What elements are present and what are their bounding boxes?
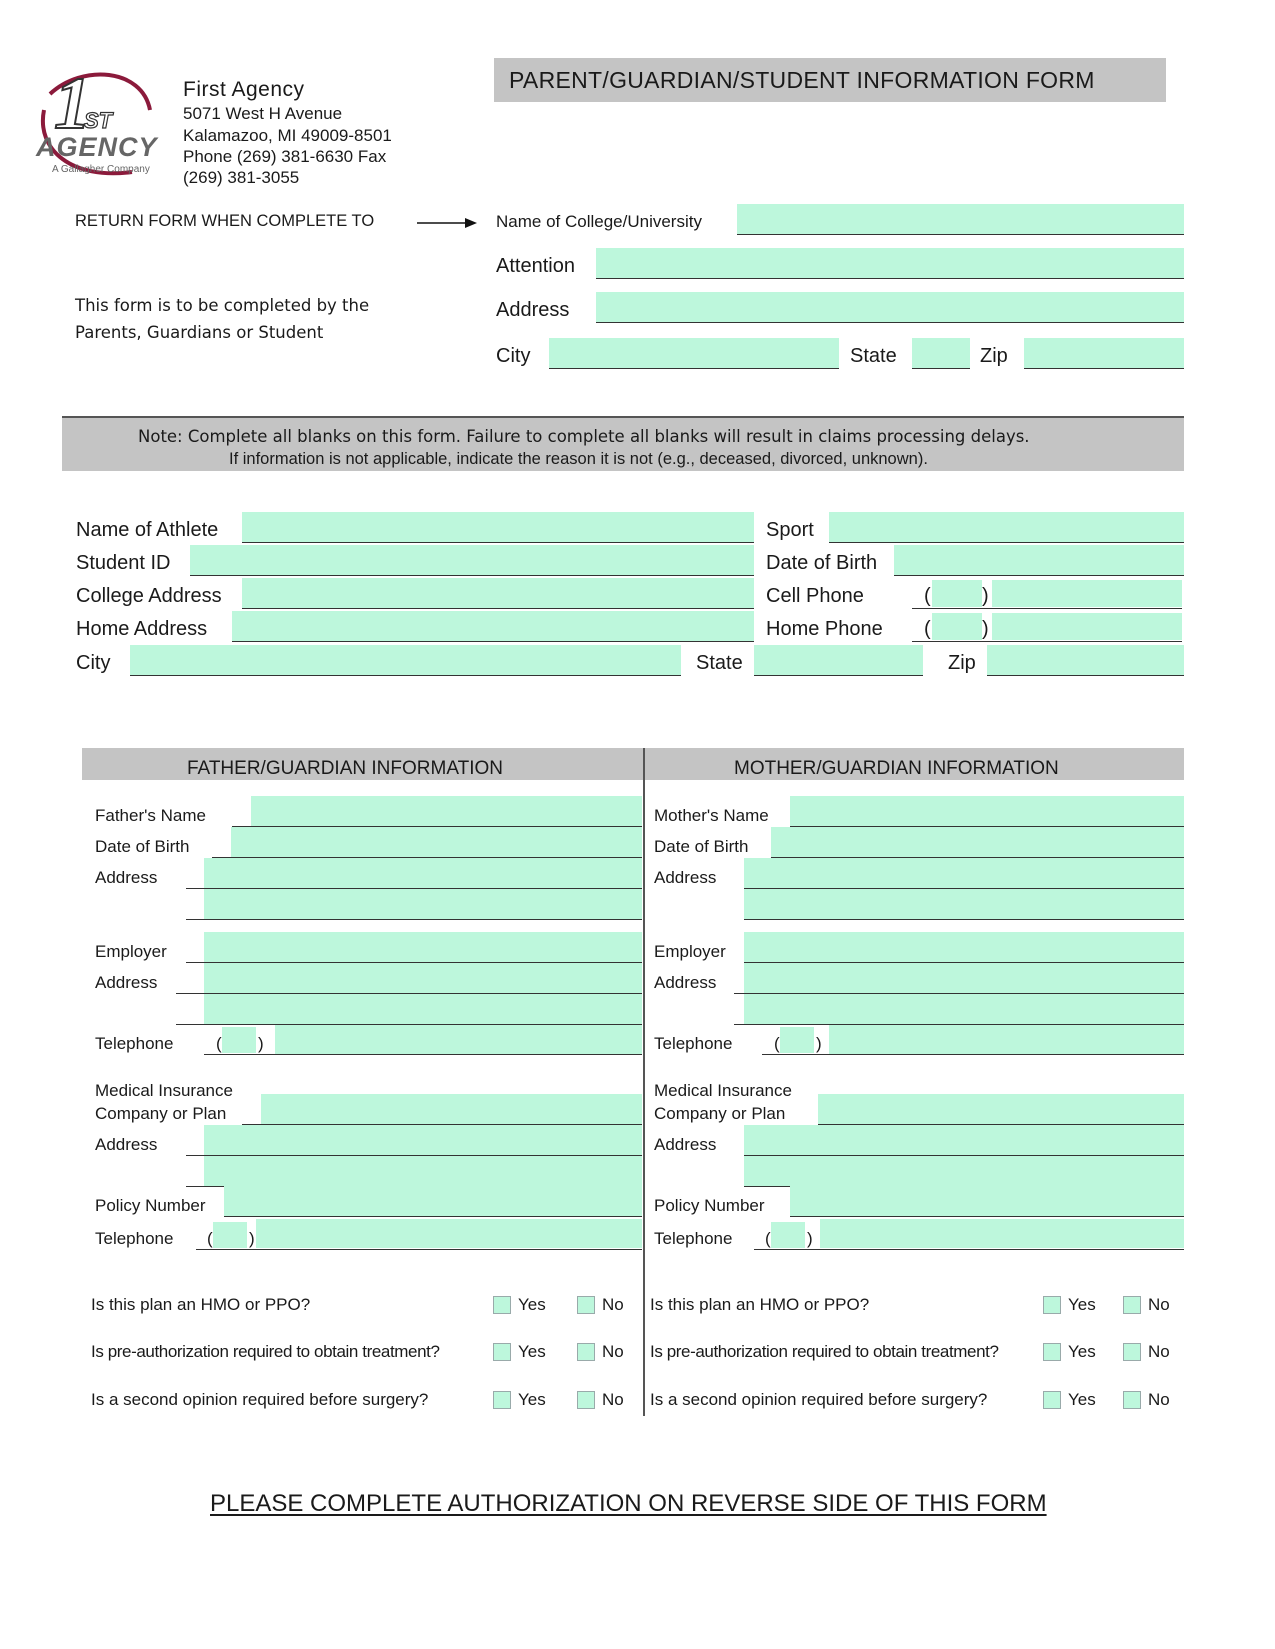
father-tel-area-field[interactable] xyxy=(222,1027,256,1053)
mother-policy-field[interactable] xyxy=(790,1186,1184,1217)
father-employer-label: Employer xyxy=(95,942,167,961)
father-q3-text: Is a second opinion required before surgery? xyxy=(91,1390,429,1409)
father-q3-no-checkbox[interactable] xyxy=(577,1391,595,1409)
home-address-field[interactable] xyxy=(232,611,754,642)
father-q2-no-checkbox[interactable] xyxy=(577,1343,595,1361)
father-tel-paren-open: ( xyxy=(216,1034,222,1053)
athlete-city-label: City xyxy=(76,652,111,674)
father-med-address-lead-2 xyxy=(186,1186,204,1187)
mother-q2-no-checkbox[interactable] xyxy=(1123,1343,1141,1361)
mother-q2-no-label: No xyxy=(1148,1342,1170,1361)
mother-employer-label: Employer xyxy=(654,942,726,961)
return-address-field[interactable] xyxy=(596,292,1184,323)
mother-q3-no-label: No xyxy=(1148,1390,1170,1409)
father-address-lead-2 xyxy=(186,919,204,920)
father-q2-yes-label: Yes xyxy=(518,1342,546,1361)
father-address-lead xyxy=(186,888,204,889)
completed-by-line1: This form is to be completed by the xyxy=(75,296,370,315)
mother-tel-area-field[interactable] xyxy=(780,1027,814,1053)
return-zip-field[interactable] xyxy=(1024,338,1184,369)
father-emp-address-field-1[interactable] xyxy=(204,963,642,994)
mother-telephone2-label: Telephone xyxy=(654,1229,733,1248)
father-tel2-paren-open: ( xyxy=(207,1229,213,1248)
mother-q1-yes-checkbox[interactable] xyxy=(1043,1296,1061,1314)
father-tel2-paren-close: ) xyxy=(249,1229,255,1248)
father-tel-number-field[interactable] xyxy=(275,1025,642,1054)
father-address-label: Address xyxy=(95,868,158,887)
mother-emp-address-label: Address xyxy=(654,973,717,992)
return-label: RETURN FORM WHEN COMPLETE TO xyxy=(75,212,375,230)
college-address-field[interactable] xyxy=(242,578,754,609)
mother-tel2-number-field[interactable] xyxy=(820,1219,1184,1248)
mother-policy-label: Policy Number xyxy=(654,1196,765,1215)
father-med-label-1: Medical Insurance xyxy=(95,1081,233,1100)
note-line2: If information is not applicable, indicate the reason it is not (e.g., deceased, divorced, unknown). xyxy=(229,450,928,468)
father-telephone-underline xyxy=(204,1054,642,1055)
father-policy-label: Policy Number xyxy=(95,1196,206,1215)
father-dob-field[interactable] xyxy=(231,827,642,858)
father-q1-yes-label: Yes xyxy=(518,1295,546,1314)
father-tel-paren-close: ) xyxy=(258,1034,264,1053)
mother-med-label-1: Medical Insurance xyxy=(654,1081,792,1100)
athlete-dob-field[interactable] xyxy=(894,545,1184,576)
agency-fax: (269) 381-3055 xyxy=(183,168,300,187)
mother-tel2-paren-close: ) xyxy=(807,1229,813,1248)
home-number-field[interactable] xyxy=(992,613,1182,640)
student-id-field[interactable] xyxy=(190,545,754,576)
college-field[interactable] xyxy=(737,204,1184,235)
father-med-address-lead xyxy=(186,1155,204,1156)
athlete-city-field[interactable] xyxy=(130,645,681,676)
mother-employer-field[interactable] xyxy=(744,932,1184,963)
mother-q1-yes-label: Yes xyxy=(1068,1295,1096,1314)
mother-telephone-label: Telephone xyxy=(654,1034,733,1053)
mother-q3-no-checkbox[interactable] xyxy=(1123,1391,1141,1409)
athlete-dob-label: Date of Birth xyxy=(766,552,878,574)
father-emp-address-lead xyxy=(176,993,204,994)
agency-logo xyxy=(32,63,172,182)
mother-q2-yes-label: Yes xyxy=(1068,1342,1096,1361)
home-paren-open: ( xyxy=(924,618,931,640)
mother-emp-address-lead-2 xyxy=(734,1024,744,1025)
athlete-state-label: State xyxy=(696,652,743,674)
sport-label: Sport xyxy=(766,519,814,541)
return-city-label: City xyxy=(496,345,531,367)
home-address-label: Home Address xyxy=(76,618,208,640)
cell-number-field[interactable] xyxy=(992,580,1182,607)
mother-q2-text: Is pre-authorization required to obtain treatment? xyxy=(650,1342,999,1361)
mother-telephone-underline xyxy=(762,1054,1184,1055)
cell-phone-label: Cell Phone xyxy=(766,585,864,607)
father-header: FATHER/GUARDIAN INFORMATION xyxy=(187,758,503,779)
father-telephone2-label: Telephone xyxy=(95,1229,174,1248)
logo-digit: 1 xyxy=(54,63,91,145)
sport-field[interactable] xyxy=(829,512,1184,543)
agency-city: Kalamazoo, MI 49009-8501 xyxy=(183,126,392,145)
cell-phone-underline xyxy=(912,608,1182,609)
cell-paren-open: ( xyxy=(924,585,931,607)
mother-telephone2-underline xyxy=(754,1249,1184,1250)
mother-q1-text: Is this plan an HMO or PPO? xyxy=(650,1295,870,1314)
mother-emp-address-field-1[interactable] xyxy=(744,963,1184,994)
mother-emp-address-field-2[interactable] xyxy=(744,994,1184,1025)
father-employer-field[interactable] xyxy=(204,932,642,963)
agency-street: 5071 West H Avenue xyxy=(183,104,343,123)
father-med-address-field-2[interactable] xyxy=(204,1156,642,1187)
mother-q3-yes-label: Yes xyxy=(1068,1390,1096,1409)
mother-emp-address-lead xyxy=(734,993,744,994)
father-tel2-number-field[interactable] xyxy=(256,1219,642,1248)
mother-name-label: Mother's Name xyxy=(654,806,769,825)
father-q1-yes-checkbox[interactable] xyxy=(493,1296,511,1314)
mother-tel-paren-close: ) xyxy=(816,1034,822,1053)
logo-agency: AGENCY xyxy=(36,132,158,162)
mother-med-label-2: Company or Plan xyxy=(654,1104,786,1123)
return-state-field[interactable] xyxy=(912,338,970,369)
father-q1-text: Is this plan an HMO or PPO? xyxy=(91,1295,311,1314)
mother-address-label: Address xyxy=(654,868,717,887)
mother-q3-text: Is a second opinion required before surgery? xyxy=(650,1390,988,1409)
athlete-zip-field[interactable] xyxy=(987,645,1184,676)
return-city-field[interactable] xyxy=(549,338,839,369)
mother-dob-label: Date of Birth xyxy=(654,837,749,856)
athlete-zip-label: Zip xyxy=(948,652,976,674)
mother-tel2-paren-open: ( xyxy=(765,1229,771,1248)
athlete-name-field[interactable] xyxy=(242,512,754,543)
logo-subtitle: A Gallagher Company xyxy=(52,164,150,175)
mother-tel-paren-open: ( xyxy=(774,1034,780,1053)
father-q2-yes-checkbox[interactable] xyxy=(493,1343,511,1361)
father-dob-label: Date of Birth xyxy=(95,837,190,856)
college-address-label: College Address xyxy=(76,585,222,607)
father-q3-no-label: No xyxy=(602,1390,624,1409)
father-tel2-area-field[interactable] xyxy=(213,1222,247,1248)
father-policy-field[interactable] xyxy=(224,1186,642,1217)
cell-area-code-field[interactable] xyxy=(932,580,982,607)
father-address-field-2[interactable] xyxy=(204,889,642,920)
mother-med-field[interactable] xyxy=(818,1094,1184,1125)
father-q2-no-label: No xyxy=(602,1342,624,1361)
attention-label: Attention xyxy=(496,255,575,277)
mother-dob-field[interactable] xyxy=(771,827,1184,858)
cell-paren-close: ) xyxy=(982,585,989,607)
father-q3-yes-checkbox[interactable] xyxy=(493,1391,511,1409)
father-q1-no-label: No xyxy=(602,1295,624,1314)
column-divider xyxy=(643,748,645,1416)
athlete-state-field[interactable] xyxy=(754,645,923,676)
father-emp-address-field-2[interactable] xyxy=(204,994,642,1025)
mother-q2-yes-checkbox[interactable] xyxy=(1043,1343,1061,1361)
agency-name: First Agency xyxy=(183,78,305,101)
father-q3-yes-label: Yes xyxy=(518,1390,546,1409)
father-med-address-field-1[interactable] xyxy=(204,1125,642,1156)
father-q1-no-checkbox[interactable] xyxy=(577,1296,595,1314)
mother-address-field-1[interactable] xyxy=(744,858,1184,889)
agency-phone: Phone (269) 381-6630 Fax xyxy=(183,147,387,166)
home-area-code-field[interactable] xyxy=(932,613,982,640)
mother-tel2-area-field[interactable] xyxy=(771,1222,805,1248)
mother-med-address-label: Address xyxy=(654,1135,717,1154)
father-q2-text: Is pre-authorization required to obtain treatment? xyxy=(91,1342,440,1361)
note-line1: Note: Complete all blanks on this form. Failure to complete all blanks will result in claims processing delays. xyxy=(138,427,1030,446)
student-id-label: Student ID xyxy=(76,552,171,574)
mother-q1-no-label: No xyxy=(1148,1295,1170,1314)
father-med-address-label: Address xyxy=(95,1135,158,1154)
mother-tel-number-field[interactable] xyxy=(829,1025,1184,1054)
father-employer-lead xyxy=(186,962,204,963)
mother-med-address-field-1[interactable] xyxy=(744,1125,1184,1156)
father-name-label: Father's Name xyxy=(95,806,206,825)
father-telephone2-underline xyxy=(196,1249,642,1250)
footer-instruction: PLEASE COMPLETE AUTHORIZATION ON REVERSE SIDE OF THIS FORM xyxy=(210,1490,1047,1517)
return-zip-label: Zip xyxy=(980,345,1008,367)
attention-field[interactable] xyxy=(596,248,1184,279)
father-name-field[interactable] xyxy=(251,796,642,827)
return-state-label: State xyxy=(850,345,897,367)
father-med-field[interactable] xyxy=(261,1094,642,1125)
return-address-label: Address xyxy=(496,299,570,321)
home-paren-close: ) xyxy=(982,618,989,640)
home-phone-underline xyxy=(912,641,1182,642)
father-telephone-label: Telephone xyxy=(95,1034,174,1053)
arrow-right-icon xyxy=(417,216,479,235)
college-label: Name of College/University xyxy=(496,212,702,231)
completed-by-line2: Parents, Guardians or Student xyxy=(75,323,324,342)
mother-q3-yes-checkbox[interactable] xyxy=(1043,1391,1061,1409)
mother-name-field[interactable] xyxy=(790,796,1184,827)
mother-q1-no-checkbox[interactable] xyxy=(1123,1296,1141,1314)
athlete-name-label: Name of Athlete xyxy=(76,519,219,541)
home-phone-label: Home Phone xyxy=(766,618,883,640)
father-emp-address-lead-2 xyxy=(176,1024,204,1025)
logo-st: ST xyxy=(84,108,113,133)
father-emp-address-label: Address xyxy=(95,973,158,992)
mother-header: MOTHER/GUARDIAN INFORMATION xyxy=(734,758,1059,779)
father-address-field-1[interactable] xyxy=(204,858,642,889)
mother-address-field-2[interactable] xyxy=(744,889,1184,920)
father-med-label-2: Company or Plan xyxy=(95,1104,227,1123)
mother-med-address-field-2[interactable] xyxy=(744,1156,1184,1187)
form-title: PARENT/GUARDIAN/STUDENT INFORMATION FORM xyxy=(509,67,1095,93)
